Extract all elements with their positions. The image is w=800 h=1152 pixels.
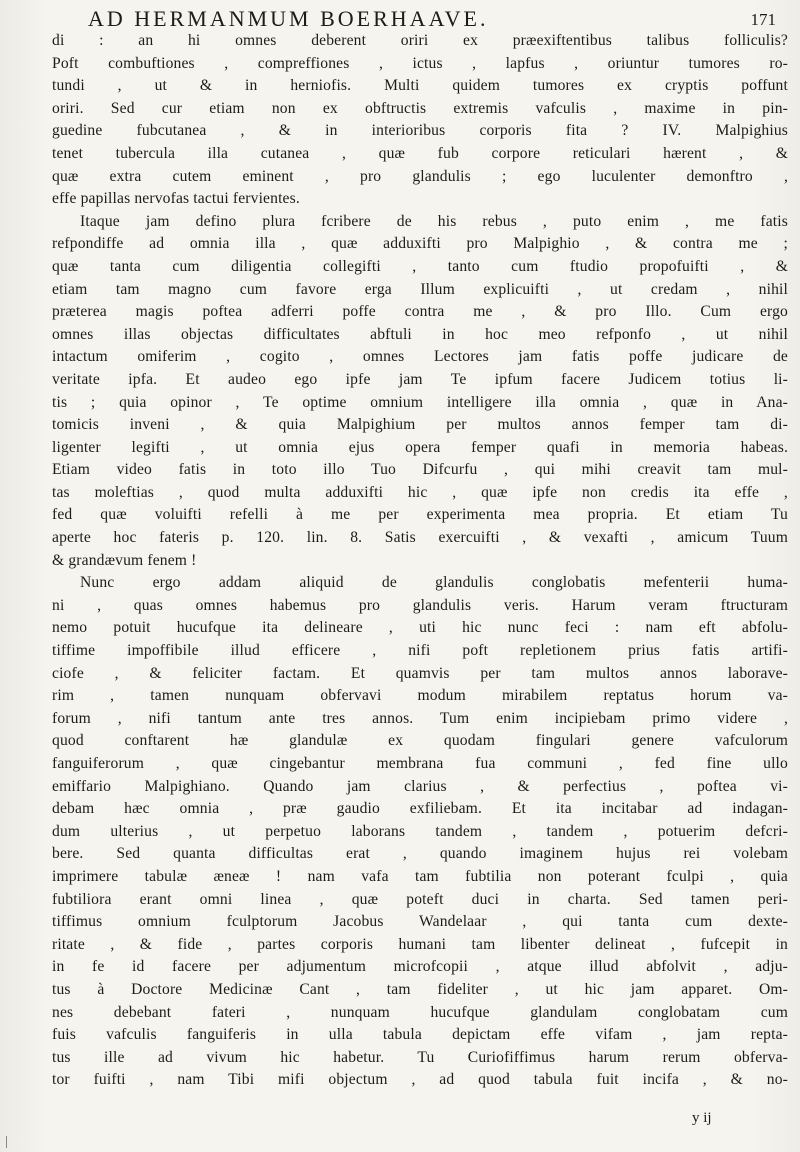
- text-line: ritate , & fide , partes corporis humani tam libenter delineat , fufcepit in: [52, 935, 788, 953]
- text-line: ligenter legifti , ut omnia ejus opera femper quafi in memoria habeas.: [52, 438, 788, 456]
- text-line: & grandævum fenem !: [52, 551, 197, 569]
- text-line: nemo potuit hucufque ita delineare , uti hic nunc feci : nam eft abfolu-: [52, 619, 788, 637]
- text-line: quæ tanta cum diligentia collegifti , tanto cum ftudio propofuifti , &: [52, 257, 788, 275]
- text-line: quod conftarent hæ glandulæ ex quodam fingulari genere vafculorum: [52, 732, 788, 750]
- text-line: præterea magis poftea adferri poffe contra me , & pro Illo. Cum ergo: [52, 303, 788, 321]
- text-line: fed quæ voluifti refelli à me per experimenta mea propria. Et etiam Tu: [52, 506, 788, 524]
- text-line: tas moleftias , quod multa adduxifti hic , quæ ipfe non credis ita effe ,: [52, 483, 788, 501]
- text-line: rim , tamen nunquam obfervavi modum mirabilem reptatus horum va-: [52, 687, 788, 705]
- text-line: intactum omiferim , cogito , omnes Lectores jam fatis poffe judicare de: [52, 348, 788, 366]
- text-line: debam hæc omnia , præ gaudio exfiliebam. Et ita incitabar ad indagan-: [52, 800, 788, 818]
- text-line: ni , quas omnes habemus pro glandulis veris. Harum veram ftructuram: [52, 596, 788, 614]
- text-line: fanguiferorum , quæ cingebantur membrana fua communi , fed fine ullo: [52, 755, 788, 772]
- text-line: etiam tam magno cum favore erga Illum explicuifti , ut credam , nihil: [52, 280, 788, 298]
- text-line: tiffime impoffibile illud efficere , nifi poft repletionem prius fatis artifi-: [52, 642, 788, 660]
- text-line: tenet tubercula illa cutanea , quæ fub corpore reticulari hærent , &: [52, 144, 788, 162]
- text-line: Itaque jam defino plura fcribere de his rebus , puto enim , me fatis: [80, 212, 788, 230]
- text-line: ciofe , & feliciter factam. Et quamvis per tam multos annos laborave-: [52, 664, 788, 682]
- text-line: Etiam video fatis in toto illo Tuo Difcurfu , qui mihi creavit tam mul-: [52, 461, 788, 479]
- text-line: quæ extra cutem eminent , pro glandulis ; ego luculenter demonftro ,: [52, 167, 788, 185]
- text-line: forum , nifi tantum ante tres annos. Tum enim incipiebam primo videre ,: [52, 709, 788, 727]
- text-line: tomicis inveni , & quia Malpighium per multos annos femper tam di-: [52, 416, 788, 434]
- text-line: fubtiliora erant omni linea , quæ poteft duci in charta. Sed tamen peri-: [52, 890, 788, 908]
- text-line: dum ulterius , ut perpetuo laborans tandem , tandem , potuerim defcri-: [52, 822, 788, 840]
- text-line: tiffimus omnium fculptorum Jacobus Wandelaar , qui tanta cum dexte-: [52, 913, 788, 931]
- text-line: tus ille ad vivum hic habetur. Tu Curiofiffimus harum rerum obferva-: [52, 1048, 788, 1066]
- text-line: imprimere tabulæ æneæ ! nam vafa tam fubtilia non poterant fculpi , quia: [52, 867, 788, 885]
- text-line: guedine fubcutanea , & in interioribus corporis fita ? IV. Malpighius: [52, 122, 788, 140]
- text-line: veritate ipfa. Et audeo ego ipfe jam Te ipfum facere Judicem totius li-: [52, 370, 788, 388]
- text-line: refpondiffe ad omnia illa , quæ adduxifti pro Malpighio , & contra me ;: [52, 235, 788, 253]
- text-line: emiffario Malpighiano. Quando jam clarius , & perfectius , poftea vi-: [52, 777, 788, 795]
- text-line: Poft combuftiones , compreffiones , ictus , lapfus , oriuntur tumores ro-: [52, 54, 788, 72]
- text-line: fuis vafculis fanguiferis in ulla tabula depictam effe vifam , jam repta-: [52, 1026, 788, 1044]
- catchword: y ij: [692, 1110, 712, 1126]
- text-line: nes debebant fateri , nunquam hucufque glandulam conglobatam cum: [52, 1003, 788, 1021]
- text-line: in fe id facere per adjumentum microfcopii , atque illud abfolvit , adju-: [52, 958, 788, 976]
- text-line: Nunc ergo addam aliquid de glandulis conglobatis mefenterii huma-: [80, 574, 788, 592]
- page-number: 171: [750, 10, 776, 29]
- text-line: tus à Doctore Medicinæ Cant , tam fideliter , ut hic jam apparet. Om-: [52, 980, 788, 998]
- text-line: tis ; quia opinor , Te optime omnium intelligere illa omnia , quæ in Ana-: [52, 393, 788, 411]
- body-text: [52, 30, 788, 1092]
- text-line: oriri. Sed cur etiam non ex obftructis extremis vafculis , maxime in pin-: [52, 99, 788, 117]
- margin-mark: [6, 1136, 7, 1148]
- text-line: effe papillas nervofas tactui fervientes.: [52, 190, 300, 208]
- text-line: bere. Sed quanta difficultas erat , quando imaginem hujus rei volebam: [52, 845, 788, 863]
- text-line: di : an hi omnes deberent oriri ex præexiftentibus talibus folliculis?: [52, 32, 788, 49]
- running-head: AD HERMANMUM BOERHAAVE.: [88, 6, 489, 31]
- text-line: tor fuifti , nam Tibi mifi objectum , ad quod tabula fuit incifa , & no-: [52, 1071, 788, 1089]
- text-line: omnes illas objectas difficultates abftuli in hoc meo refponfo , ut nihil: [52, 325, 788, 343]
- text-line: aperte hoc fateris p. 120. lin. 8. Satis exercuifti , & vexafti , amicum Tuum: [52, 529, 788, 547]
- text-line: tundi , ut & in herniofis. Multi quidem tumores ex cryptis poffunt: [52, 77, 788, 95]
